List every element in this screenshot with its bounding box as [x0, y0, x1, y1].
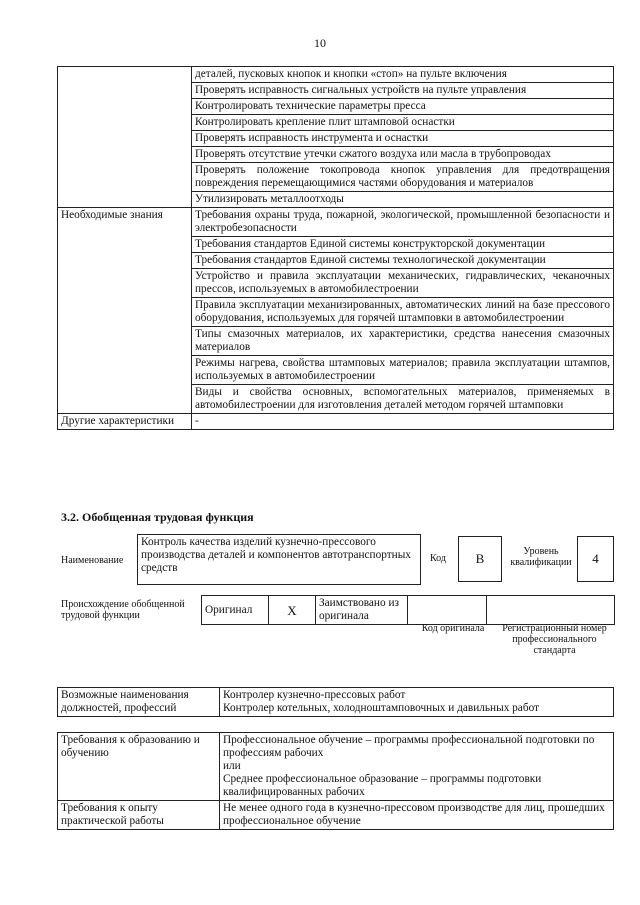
education-line: или	[223, 760, 241, 772]
reg-number-caption: Регистрационный номер профессионального стандарта	[502, 623, 607, 656]
other-characteristics-value: -	[192, 414, 614, 430]
reg-number-cell	[487, 596, 615, 625]
labor-action-item: Контролировать технические параметры пресса	[192, 99, 614, 115]
education-line: Профессиональное обучение – программы профессиональной подготовки по профессиям рабочих	[223, 734, 595, 759]
table-row	[58, 414, 614, 430]
code-original-caption: Код оригинала	[421, 623, 485, 634]
knowledge-item: Требования стандартов Единой системы конструкторской документации	[192, 237, 614, 253]
knowledge-item: Правила эксплуатации механизированных, автоматических линий на базе прессового оборудования, используемых для горячей штамповки в автомобилестроении	[192, 298, 614, 327]
labor-action-item: Проверять исправность инструмента и оснастки	[192, 131, 614, 147]
page-number: 10	[314, 36, 326, 50]
original-label: Оригинал	[202, 596, 269, 625]
knowledge-label: Необходимые знания	[58, 208, 192, 414]
labor-action-item: Проверять положение токопровода кнопок управления для предотвращения повреждения перемещающимися частями оборудования и материалов	[192, 163, 614, 192]
knowledge-item: Виды и свойства основных, вспомогательных материалов, применяемых в автомобилестроении для изготовления деталей методом горячей штамповки	[192, 385, 614, 414]
experience-label: Требования к опыту практической работы	[58, 801, 220, 830]
knowledge-item: Требования стандартов Единой системы технологической документации	[192, 253, 614, 269]
knowledge-item: Режимы нагрева, свойства штамповых материалов; правила эксплуатации штампов, используемых в автомобилестроении	[192, 356, 614, 385]
knowledge-item: Типы смазочных материалов, их характеристики, средства нанесения смазочных материалов	[192, 327, 614, 356]
education-label: Требования к образованию и обучению	[58, 733, 220, 801]
position-item: Контролер котельных, холодноштамповочных и давильных работ	[223, 702, 540, 714]
qualification-level-value: 4	[577, 536, 614, 582]
section-heading: 3.2. Обобщенная трудовая функция	[61, 510, 254, 524]
knowledge-item: Требования охраны труда, пожарной, экологической, промышленной безопасности и электробезопасности	[192, 208, 614, 237]
labor-action-item: Проверять отсутствие утечки сжатого воздуха или масла в трубопроводах	[192, 147, 614, 163]
code-original-cell	[408, 596, 487, 625]
knowledge-item: Устройство и правила эксплуатации механических, гидравлических, чеканочных прессов, используемых в автомобилестроении	[192, 269, 614, 298]
position-item: Контролер кузнечно-прессовых работ	[223, 689, 406, 701]
table-row	[58, 67, 614, 83]
qualification-level-label: Уровень квалификации	[510, 546, 572, 568]
labor-function-table	[57, 66, 614, 430]
name-label: Наименование	[61, 555, 124, 566]
requirements-table	[57, 732, 614, 830]
positions-table	[57, 687, 614, 717]
experience-value: Не менее одного года в кузнечно-прессовом производстве для лиц, прошедших профессиональное обучение	[220, 801, 614, 830]
education-line: Среднее профессиональное образование – программы подготовки квалифицированных рабочих	[223, 773, 542, 798]
labor-action-item: деталей, пусковых кнопок и кнопки «стоп» на пульте включения	[192, 67, 614, 83]
name-box	[137, 534, 421, 585]
labor-action-item: Проверять исправность сигнальных устройств на пульте управления	[192, 83, 614, 99]
borrowed-label: Заимствовано из оригинала	[316, 596, 408, 625]
table-row	[58, 208, 614, 237]
labor-action-item: Контролировать крепление плит штамповой оснастки	[192, 115, 614, 131]
origin-label: Происхождение обобщенной трудовой функции	[61, 599, 185, 621]
positions-values	[220, 688, 614, 717]
code-value: В	[458, 536, 502, 582]
other-characteristics-label: Другие характеристики	[58, 414, 192, 430]
education-values	[220, 733, 614, 801]
positions-label: Возможные наименования должностей, профессий	[58, 688, 220, 717]
original-mark: X	[269, 596, 316, 625]
function-name-value: Контроль качества изделий кузнечно-прессового производства деталей и компонентов автотранспортных средств	[138, 535, 421, 585]
labor-action-item: Утилизировать металлоотходы	[192, 192, 614, 208]
origin-table	[201, 595, 615, 625]
labor-actions-label-cell	[58, 67, 192, 208]
code-label: Код	[430, 553, 446, 564]
